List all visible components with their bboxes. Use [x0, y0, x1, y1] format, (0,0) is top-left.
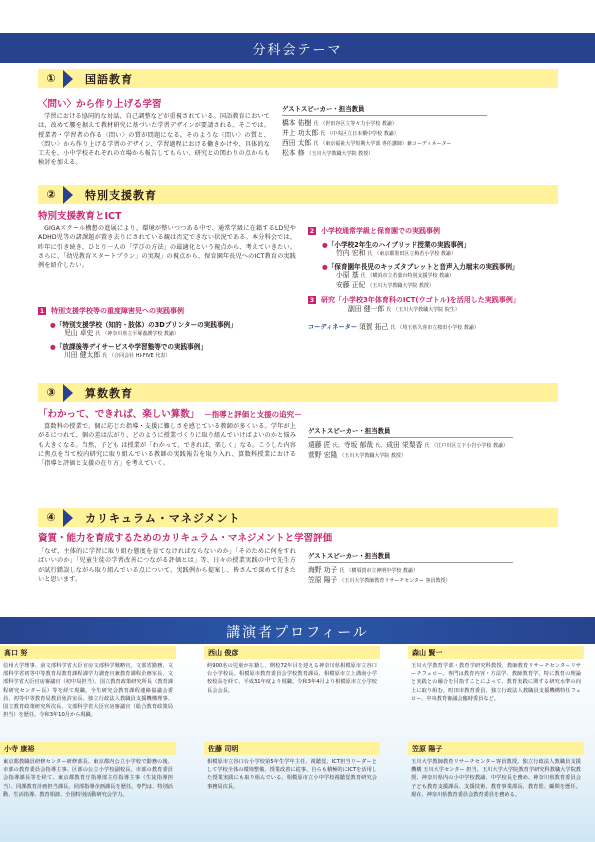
speaker-list	[308, 566, 513, 586]
bullet-dot-icon: ●	[50, 321, 56, 329]
profile-banner	[0, 617, 595, 647]
section-2-header	[38, 185, 558, 204]
profile-text: 玉川大学教育学部・教育学研究科教授、教師教育リサーチセンターリサーチフェロー。専門は教育内容・方法学、教師教育学。特に教育の理論と実践との融合を目指すことによって、教育実践に関する研究水準の向上に取り組む。町田市教育委員、独立行政法人教職員支援機構特任フェロー、中央教育審議会臨時委員など。	[411, 663, 581, 702]
speaker-row: 西田 太郎 氏 （東京福祉大学短期大学部 専任講師）兼コーディネーター	[282, 139, 452, 148]
section-1-number: ①	[46, 72, 56, 85]
profile-name: 佐藤 司明	[204, 742, 380, 755]
profile-card	[204, 646, 380, 719]
item-3-title: 3 研究「小学校3年体育科のICT(ウゴトル)を活用した実践事例」	[309, 296, 520, 305]
bullet-row: ●「保育園年長児のキッズタブレットと音声入力端末の実践事例」	[322, 263, 519, 272]
speaker-row: 児山 卓史 氏 （神奈川県立平塚養護学校 教諭）	[64, 329, 179, 337]
speaker-row: 安藤 正紀 （玉川大学教職大学院 教授）	[336, 281, 434, 290]
speaker-row: 川田 健太郎 氏 （合同会社 HI-FIVE 代表）	[64, 351, 171, 360]
speaker-row: 松本 修 （玉川大学教職大学院 教授）	[282, 149, 374, 158]
page-title: 分科会テーマ	[252, 42, 343, 58]
section-1-header	[38, 69, 558, 88]
section-2-body: GIGAスクール構想の進展により、環境が整いつつある中で、通常学級に在籍するLD児やADHD児等の諸課題が置き去りにされている観は否定できない状況である。本分科会では、昨年に引き続き、ひとり一人の「学びの方法」の最適化という視点から、考えていきたい。さらに、「幼児教育スタートプラン」の実現」の視点から、保育園年長児へのICT教育の実践例を紹介したい。	[38, 225, 296, 270]
speaker-row: 小原 基 氏 （横浜市立若葉台特別支援学校 教諭）	[336, 271, 455, 280]
profile-title: 講演者プロフィール	[226, 625, 369, 641]
profile-name: 髙口 努	[0, 646, 176, 659]
profile-text: 玉川大学教師教育リサーチセンター客員教授。独立行政法人教職員支援機構 玉川大学センター 担当。玉川大学大学院教育学研究科教職大学院教授、神奈川県内の小中学校教諭、中学校長を務め、神奈川県教育委員会子ども教育支援課長、支援技術、教育事業部長、教育監、顧問を歴任。現在、神奈川県教育委員会教育委員を務める。	[411, 759, 581, 798]
bullet-dot-icon: ●	[322, 241, 328, 249]
bullet-row: ●「放課後等デイサービスや学習塾等での実践事例」	[50, 343, 207, 352]
speaker-row: 遠藤 匠 氏、寺坂 郁哉 氏、成田 栄梨香 氏 （江戸川区立下小岩小学校 教諭）	[308, 441, 508, 449]
profile-text: 東京都教職員研修センター研修部長。東京都内公立小学校で勤務の後、市部の教育委員会指導主事、区部の公立小学校副校長、市部の教育委員会指導課長等を経て、東京都教育庁指導部主任指導主事（生徒指導担当）、同課教育計画担当課長、同部指導企画課長を歴任。専門は、特別活動、生活指導、教育相談、全国特別活動研究会学力。	[3, 759, 173, 798]
speaker-row: 橋本 佑樹 氏 （世田谷区立等々力小学校 教諭）	[282, 119, 397, 127]
triangle-icon	[63, 70, 73, 88]
profile-name: 西山 俊彦	[204, 646, 380, 659]
profile-grid-row2	[0, 742, 595, 799]
profile-name: 小寺 康裕	[0, 742, 176, 755]
profile-text: 相模原市立谷口台小学校第5年生学年主任、視聴覚、ICT担当リーダーとして学校全体の環境整備、授業改善に従事。自らも積極的にICTを活用した授業実践にも取り組んでいる。相模原市立小中学校視聴覚教育研究会事務局次長。	[207, 759, 377, 790]
section-1-speakers	[282, 104, 487, 159]
section-3-speakers	[308, 426, 513, 461]
profile-card	[0, 742, 176, 799]
profile-text: 約900名の児童が在籍し、開校72年目を迎える神奈川県相模原市立谷口台小学校長。相模原市教育委員会学校教育課長、相模原市立上溝南小学校校長を経て、平成31年度より現職。令和3年4月より相模原市立小学校長会会長。	[207, 663, 377, 694]
section-4-subhead: 資質・能力を育成するためのカリキュラム・マネジメントと学習評価	[38, 533, 333, 544]
section-2-subhead: 特別支援教育とICT	[38, 211, 122, 222]
section-4-header	[38, 508, 558, 527]
speaker-row: 井上 功太郎 氏 （中央区立日本橋中学校 教諭）	[282, 129, 399, 138]
speaker-row: 笠原 陽子 （玉川大学教師教育リサーチセンター 客員教授）	[308, 576, 451, 585]
speaker-list	[282, 119, 487, 159]
section-4-title: カリキュラム・マネジメント	[85, 511, 241, 525]
section-3-header	[38, 383, 558, 402]
section-3-number: ③	[46, 386, 56, 399]
section-1-body: 学習における協同的な対話、自己調整などが重視されている。国語教育においては、改めて腰を据えて教材研究に基づいた学習デザインが要請される。そこでは、授業者・学習者の作る〈問い〉の質が問題になる。そのような〈問い〉の質と、〈問い〉から作り上げる学習のデザイン、学習過程における働きかけや、具体的な工夫を、小中学校それぞれの立場から報告してもらい、研究との関わりの点からも検討を加える。	[38, 113, 270, 167]
section-2-title: 特別支援教育	[85, 188, 157, 202]
section-4-number: ④	[46, 511, 56, 524]
item-2-title: 2 小学校通常学級と保育園での実践事例	[309, 227, 440, 235]
speaker-row: 菅野 宏隆 （玉川大学教職大学院 教授）	[308, 451, 406, 460]
coordinator-row: コーディネーター 須賀 拓己 氏 （埼玉県久喜市立桜田小学校 教諭）	[308, 323, 479, 332]
section-2-right-items	[308, 226, 568, 333]
profile-grid	[0, 646, 595, 719]
speaker-heading: ゲストスピーカー・担当教員	[308, 551, 513, 563]
item-2-body	[322, 239, 568, 291]
page-title-banner	[0, 33, 595, 63]
section-4-body: 「なぜ、主体的に学習に取り組む態度を育てなければならないのか」「そのために何をすればいいのか」「児童生徒の学習改善につながる評価とは」等、日々の授業実践の中で先生方が試行錯誤しながら取り組んでいる点について、実践例から提案し、皆さんで深めて行きたいと思います。	[38, 548, 296, 583]
profile-card	[408, 742, 584, 799]
section-2-left-items	[38, 306, 298, 361]
bullet-dot-icon: ●	[322, 263, 328, 272]
profile-text: 信州大学理事、前文部科学省大臣官房文部科学戦略官。文部省勤務、文部科学省初等中等教育局教育課程課学力調査官兼教育課程企画室長、文部科学省大臣官房審議官（初中局担当）、国立教育政策研究所長（教育課程研究センター長）等を経て現職。全生研究会教育課程連絡協議会委員、初等中等教育局教員免許室長、独立行政法人教職員支援機構理事、国立教育政策研究所次長、文部科学省大臣官房審議官（総合教育政策局担当）を歴任。令和3年10月から現職。	[3, 663, 173, 719]
speaker-row: 海野 功子 氏 （横須賀市立神明中学校 教諭）	[308, 566, 418, 574]
profile-name: 森山 賢一	[408, 646, 584, 659]
speaker-row: 竹内 宏和 氏 （東京都墨田区立梅若小学校 教諭）	[336, 249, 456, 257]
section-3-subhead: 「わかって、できれば、楽しい算数」 －指導と評価と支援の追究－	[38, 409, 302, 420]
triangle-icon	[63, 186, 73, 204]
profile-card	[408, 646, 584, 719]
section-1-title: 国語教育	[85, 72, 133, 86]
profile-card	[0, 646, 176, 719]
item-1-title: 1 特別支援学校等の重度障害児への実践事例	[39, 307, 184, 315]
section-2-number: ②	[46, 188, 56, 201]
section-3-body: 算数科の授業で、個に応じた指導・支援に難しさを感じている教師が多くいる。学年が上がるにつれて、個の差は広がり、どのように授業づくりに取り組んでいけばよいのかと悩みも大きくなる。当然、子ども は授業が「わかって、できれば、楽しく」なる。こうした内容に焦点を当て校内研究に取り組んでいる教師の実践報告を取り入れ、算数科授業における「指導と評価と支援の在り方」を考えていく。	[38, 423, 296, 468]
section-3-title: 算数教育	[85, 386, 133, 400]
speaker-list	[308, 441, 513, 461]
speaker-row: 副田 健一郎 氏 （玉川大学教職大学院 院生）	[348, 305, 460, 314]
section-1-subhead: 〈問い〉から作り上げる学習	[38, 99, 162, 110]
triangle-icon	[63, 509, 73, 527]
triangle-icon	[63, 384, 73, 402]
bullet-row: ●「小学校2年生のハイブリッド授業の実践事例」	[322, 241, 471, 249]
speaker-heading: ゲストスピーカー・担当教員	[282, 104, 487, 116]
profile-card	[204, 742, 380, 799]
item-1-body	[50, 319, 298, 361]
section-4-speakers	[308, 551, 513, 586]
speaker-heading: ゲストスピーカー・担当教員	[308, 426, 513, 438]
profile-name: 笠原 陽子	[408, 742, 584, 755]
bullet-row: ●「特別支援学校（知的・肢体）の3Dプリンターの実践事例」	[50, 321, 237, 329]
bullet-dot-icon: ●	[50, 343, 56, 352]
